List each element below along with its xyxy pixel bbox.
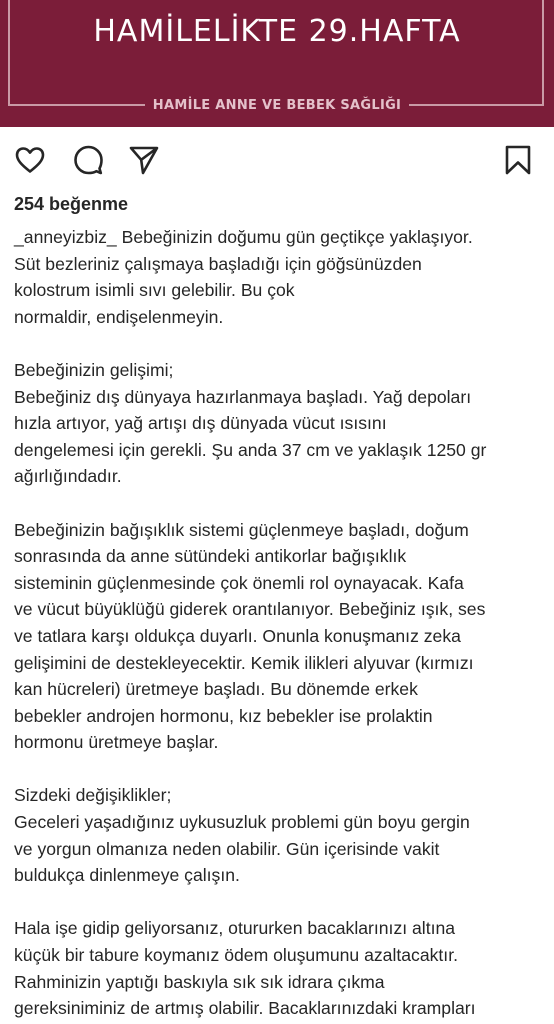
caption-text: kan hücreleri) üretmeye başladı. Bu dönemde erkek bbox=[14, 679, 418, 700]
post-caption bbox=[14, 224, 546, 1022]
caption-line bbox=[14, 703, 546, 730]
caption-line bbox=[14, 543, 546, 570]
comment-bubble-icon[interactable] bbox=[72, 144, 104, 176]
caption-line bbox=[14, 676, 546, 703]
caption-text: ağırlığındadır. bbox=[14, 466, 122, 487]
caption-line bbox=[14, 517, 546, 544]
caption-line bbox=[14, 463, 546, 490]
heart-icon[interactable] bbox=[14, 144, 46, 176]
caption-line bbox=[14, 277, 546, 304]
caption-blank-line bbox=[14, 330, 546, 357]
caption-text: sisteminin güçlenmesinde çok önemli rol oynayacak. Kafa bbox=[14, 572, 464, 593]
post-image-banner[interactable] bbox=[0, 0, 554, 127]
caption-text: sonrasında da anne sütündeki antikorlar bağışıklık bbox=[14, 546, 407, 567]
caption-text: kolostrum isimli sıvı gelebilir. Bu çok bbox=[14, 280, 295, 301]
caption-text: Bebeğiniz dış dünyaya hazırlanmaya başladı. Yağ depoları bbox=[14, 386, 472, 407]
caption-line bbox=[14, 224, 546, 251]
caption-text: Rahminizin yaptığı baskıyla sık sık idrara çıkma bbox=[14, 971, 385, 992]
caption-line bbox=[14, 410, 546, 437]
caption-text: ve yorgun olmanıza neden olabilir. Gün içerisinde vakit bbox=[14, 838, 440, 859]
caption-line bbox=[14, 251, 546, 278]
caption-text: dengelemesi için gerekli. Şu anda 37 cm ve yaklaşık 1250 gr bbox=[14, 439, 487, 460]
caption-text: hormonu üretmeye başlar. bbox=[14, 732, 219, 753]
caption-text: gereksiniminiz de artmış olabilir. Bacaklarınızdaki krampları bbox=[14, 998, 476, 1019]
caption-text: hızla artıyor, yağ artışı dış dünyada vücut ısısını bbox=[14, 413, 387, 434]
banner-title: HAMİLELİKTE 29.HAFTA bbox=[93, 14, 461, 49]
caption-line bbox=[14, 729, 546, 756]
caption-text: Hala işe gidip geliyorsanız, otururken bacaklarınızı altına bbox=[14, 918, 456, 939]
caption-line bbox=[14, 570, 546, 597]
banner-subtitle-wrap bbox=[0, 96, 554, 114]
caption-line bbox=[14, 995, 546, 1022]
bookmark-icon[interactable] bbox=[502, 144, 534, 176]
caption-text: Bebeğinizin doğumu gün geçtikçe yaklaşıyor. bbox=[116, 227, 473, 247]
caption-text: küçük bir tabure koymanız ödem oluşumunu azaltacaktır. bbox=[14, 945, 458, 966]
likes-count[interactable]: 254 beğenme bbox=[14, 194, 129, 214]
caption-text: bebekler androjen hormonu, kız bebekler ise prolaktin bbox=[14, 705, 433, 726]
caption-blank-line bbox=[14, 756, 546, 783]
caption-text: Bebeğinizin bağışıklık sistemi güçlenmeye başladı, doğum bbox=[14, 519, 469, 540]
caption-line bbox=[14, 915, 546, 942]
caption-blank-line bbox=[14, 889, 546, 916]
post-action-bar bbox=[0, 144, 554, 178]
caption-line bbox=[14, 862, 546, 889]
caption-line bbox=[14, 969, 546, 996]
paper-plane-icon[interactable] bbox=[128, 144, 160, 176]
caption-line bbox=[14, 650, 546, 677]
caption-text: buldukça dinlenmeye çalışın. bbox=[14, 865, 240, 886]
caption-line bbox=[14, 942, 546, 969]
caption-line bbox=[14, 623, 546, 650]
caption-text: Sizdeki değişiklikler; bbox=[14, 785, 172, 806]
caption-line bbox=[14, 384, 546, 411]
caption-line bbox=[14, 809, 546, 836]
caption-line bbox=[14, 782, 546, 809]
caption-text: Geceleri yaşadığınız uykusuzluk problemi gün boyu gergin bbox=[14, 812, 470, 833]
caption-line bbox=[14, 437, 546, 464]
username-link[interactable]: _anneyizbiz_ bbox=[14, 227, 117, 247]
caption-text: gelişimini de destekleyecektir. Kemik ilikleri alyuvar (kırmızı bbox=[14, 652, 474, 673]
caption-text: Süt bezleriniz çalışmaya başladığı için göğsünüzden bbox=[14, 253, 422, 274]
caption-text: Bebeğinizin gelişimi; bbox=[14, 359, 174, 380]
caption-text: normaldir, endişelenmeyin. bbox=[14, 306, 224, 327]
caption-text: ve tatlara karşı oldukça duyarlı. Onunla konuşmanız zeka bbox=[14, 625, 461, 646]
caption-blank-line bbox=[14, 490, 546, 517]
caption-line bbox=[14, 357, 546, 384]
banner-subtitle: HAMİLE ANNE VE BEBEK SAĞLIĞI bbox=[145, 98, 409, 113]
caption-line bbox=[14, 304, 546, 331]
caption-line bbox=[14, 836, 546, 863]
caption-line bbox=[14, 596, 546, 623]
caption-text: ve vücut büyüklüğü giderek orantılanıyor. Bebeğiniz ışık, ses bbox=[14, 599, 486, 620]
